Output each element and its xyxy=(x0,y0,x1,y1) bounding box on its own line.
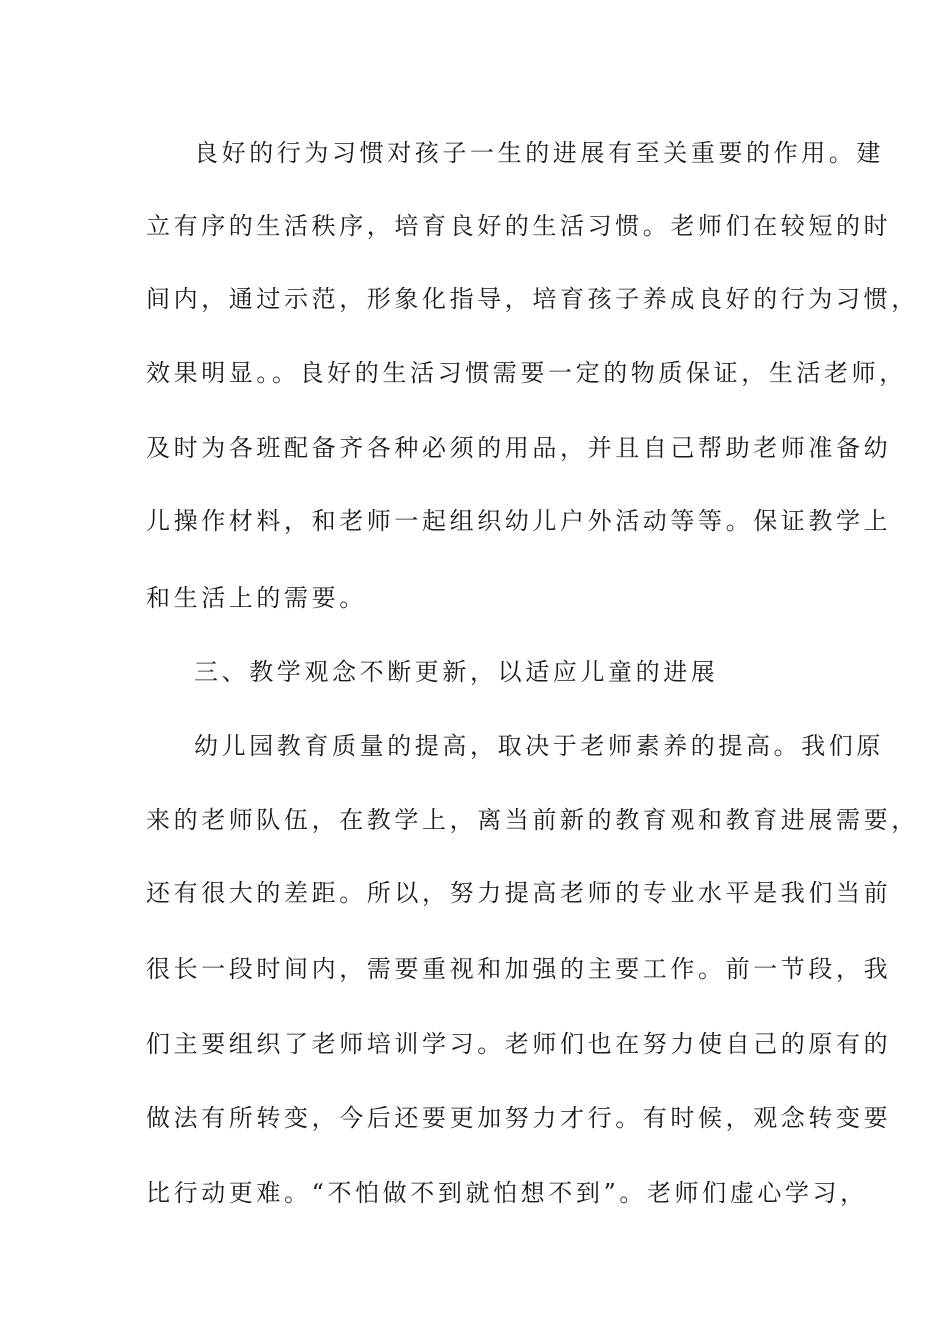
paragraph-1-line-1: 良好的行为习惯对孩子一生的进展有至关重要的作用。建 xyxy=(194,139,884,167)
paragraph-2-line-7: 比行动更难。“不怕做不到就怕想不到”。老师们虚心学习， xyxy=(146,1179,868,1207)
paragraph-2-line-5: 们主要组织了老师培训学习。老师们也在努力使自己的原有的 xyxy=(146,1030,892,1058)
paragraph-1-line-3: 间内，通过示范，形象化指导，培育孩子养成良好的行为习惯， xyxy=(146,285,919,313)
paragraph-2-line-4: 很长一段时间内，需要重视和加强的主要工作。前一节段，我 xyxy=(146,955,892,983)
paragraph-1-line-4: 效果明显。。良好的生活习惯需要一定的物质保证，生活老师， xyxy=(146,359,907,387)
paragraph-2-line-3: 还有很大的差距。所以，努力提高老师的专业水平是我们当前 xyxy=(146,879,892,907)
paragraph-2-line-2: 来的老师队伍，在教学上，离当前新的教育观和教育进展需要， xyxy=(146,806,919,834)
paragraph-1-line-6: 儿操作材料，和老师一起组织幼儿户外活动等等。保证教学上 xyxy=(146,507,892,535)
paragraph-1-line-7: 和生活上的需要。 xyxy=(146,584,367,612)
section-heading: 三、教学观念不断更新，以适应儿童的进展 xyxy=(194,658,719,686)
paragraph-1-line-2: 立有序的生活秩序，培育良好的生活习惯。老师们在较短的时 xyxy=(146,212,892,240)
paragraph-2-line-6: 做法有所转变，今后还要更加努力才行。有时候，观念转变要 xyxy=(146,1104,892,1132)
paragraph-2-line-1: 幼儿园教育质量的提高，取决于老师素养的提高。我们原 xyxy=(194,732,884,760)
paragraph-1-line-5: 及时为各班配备齐各种必须的用品，并且自己帮助老师准备幼 xyxy=(146,434,892,462)
